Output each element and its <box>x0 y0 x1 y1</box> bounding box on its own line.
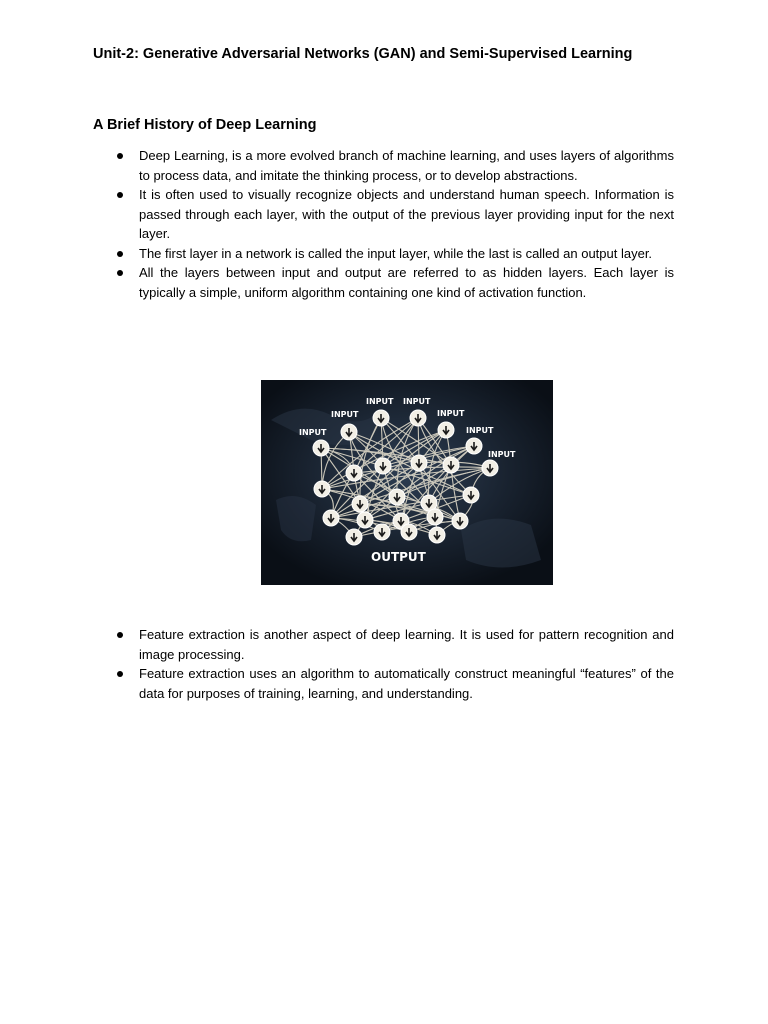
network-node <box>346 465 362 481</box>
network-node <box>452 513 468 529</box>
output-label: OUTPUT <box>371 550 426 564</box>
page-title: Unit-2: Generative Adversarial Networks (GAN) and Semi-Supervised Learning <box>93 46 633 62</box>
network-node <box>429 527 445 543</box>
network-node <box>346 529 362 545</box>
network-node <box>466 438 482 454</box>
network-node <box>352 496 368 512</box>
network-node <box>389 489 405 505</box>
network-node <box>313 440 329 456</box>
network-node <box>401 524 417 540</box>
neural-network-diagram <box>261 380 553 585</box>
list-item-text: All the layers between input and output are referred to as hidden layers. Each layer is typically a simple, uniform algorithm containing one kind of activation function. <box>139 265 674 300</box>
list-item <box>93 664 674 703</box>
network-node <box>314 481 330 497</box>
input-label: INPUT <box>366 397 394 406</box>
list-item <box>93 263 674 302</box>
network-node <box>463 487 479 503</box>
list-item <box>93 146 674 185</box>
list-item-text: Feature extraction uses an algorithm to automatically construct meaningful “features” of the data for purposes of training, learning, and understanding. <box>139 666 674 701</box>
bullet-icon <box>117 153 123 159</box>
input-label: INPUT <box>403 397 431 406</box>
neural-network-figure <box>261 380 553 585</box>
input-label: INPUT <box>331 410 359 419</box>
map-shape <box>461 519 541 568</box>
network-node <box>323 510 339 526</box>
bullet-list-intro <box>93 146 674 302</box>
list-item-text: It is often used to visually recognize objects and understand human speech. Information is passed through each layer, with the output of the previous layer providing input for the next layer. <box>139 187 674 241</box>
network-node <box>373 410 389 426</box>
list-item-text: Deep Learning, is a more evolved branch of machine learning, and uses layers of algorithms to process data, and imitate the thinking process, or to develop abstractions. <box>139 148 674 183</box>
network-node <box>411 455 427 471</box>
bullet-icon <box>117 192 123 198</box>
network-node <box>341 424 357 440</box>
network-node <box>374 524 390 540</box>
input-label: INPUT <box>437 409 465 418</box>
bullet-icon <box>117 270 123 276</box>
network-node <box>357 512 373 528</box>
input-label: INPUT <box>466 426 494 435</box>
input-label: INPUT <box>488 450 516 459</box>
network-node <box>427 509 443 525</box>
bullet-list-feature-extraction <box>93 625 674 703</box>
list-item-text: Feature extraction is another aspect of deep learning. It is used for pattern recognition and image processing. <box>139 627 674 662</box>
network-node <box>482 460 498 476</box>
network-node <box>410 410 426 426</box>
list-item-text: The first layer in a network is called the input layer, while the last is called an output layer. <box>139 245 653 261</box>
section-heading: A Brief History of Deep Learning <box>93 117 317 133</box>
network-node <box>438 422 454 438</box>
bullet-icon <box>117 671 123 677</box>
list-item <box>93 625 674 664</box>
network-node <box>375 458 391 474</box>
list-item <box>93 185 674 244</box>
network-node <box>443 457 459 473</box>
input-label: INPUT <box>299 428 327 437</box>
list-item <box>93 244 674 264</box>
bullet-icon <box>117 632 123 638</box>
bullet-icon <box>117 251 123 257</box>
